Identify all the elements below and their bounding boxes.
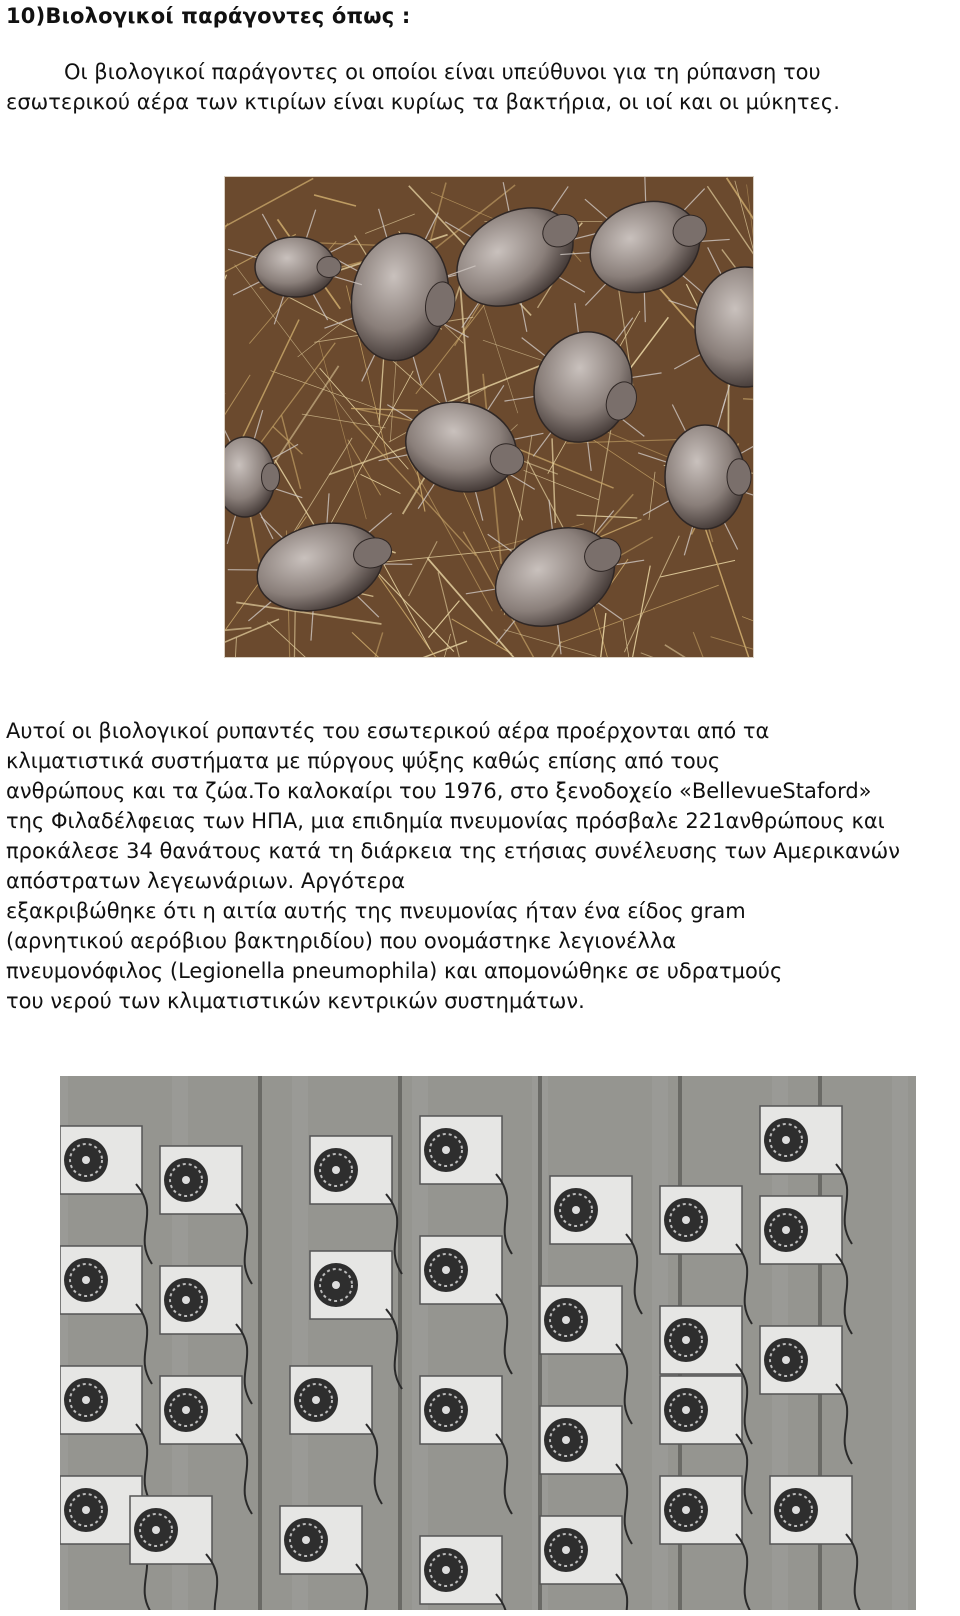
body-line-4: της Φιλαδέλφειας των ΗΠΑ, μια επιδημία πνευμονίας πρόσβαλε 221ανθρώπους και <box>6 809 885 833</box>
section-heading: 10)Βιολογικοί παράγοντες όπως : <box>6 4 411 28</box>
body-paragraph <box>6 716 956 1016</box>
body-line-8: (αρνητικού αερόβιου βακτηριδίου) που ονομάστηκε λεγιονέλλα <box>6 929 677 953</box>
mites-illustration <box>225 177 753 657</box>
air-conditioner-units-photo-icon <box>60 1076 916 1610</box>
intro-line-1: Οι βιολογικοί παράγοντες οι οποίοι είναι υπεύθυνοι για τη ρύπανση του <box>64 60 821 84</box>
intro-paragraph <box>6 57 926 117</box>
body-line-10: του νερού των κλιματιστικών κεντρικών συστημάτων. <box>6 989 585 1013</box>
ac-illustration <box>60 1076 916 1610</box>
body-line-3: ανθρώπους και τα ζώα.Το καλοκαίρι του 1976, στο ξενοδοχείο «BellevueStaford» <box>6 779 872 803</box>
body-line-6: απόστρατων λεγεωνάριων. Αργότερα <box>6 869 406 893</box>
body-line-5: προκάλεσε 34 θανάτους κατά τη διάρκεια της ετήσιας συνέλευσης των Αμερικανών <box>6 839 900 863</box>
body-line-9: πνευμονόφιλος (Legionella pneumophila) και απομονώθηκε σε υδρατμούς <box>6 959 783 983</box>
dust-mites-micrograph-icon <box>224 176 754 658</box>
body-line-1: Αυτοί οι βιολογικοί ρυπαντές του εσωτερικού αέρα προέρχονται από τα <box>6 719 770 743</box>
body-line-2: κλιματιστικά συστήματα με πύργους ψύξης καθώς επίσης από τους <box>6 749 721 773</box>
intro-line-2: εσωτερικού αέρα των κτιρίων είναι κυρίως τα βακτήρια, οι ιοί και οι μύκητες. <box>6 90 840 114</box>
body-line-7: εξακριβώθηκε ότι η αιτία αυτής της πνευμονίας ήταν ένα είδος gram <box>6 899 746 923</box>
